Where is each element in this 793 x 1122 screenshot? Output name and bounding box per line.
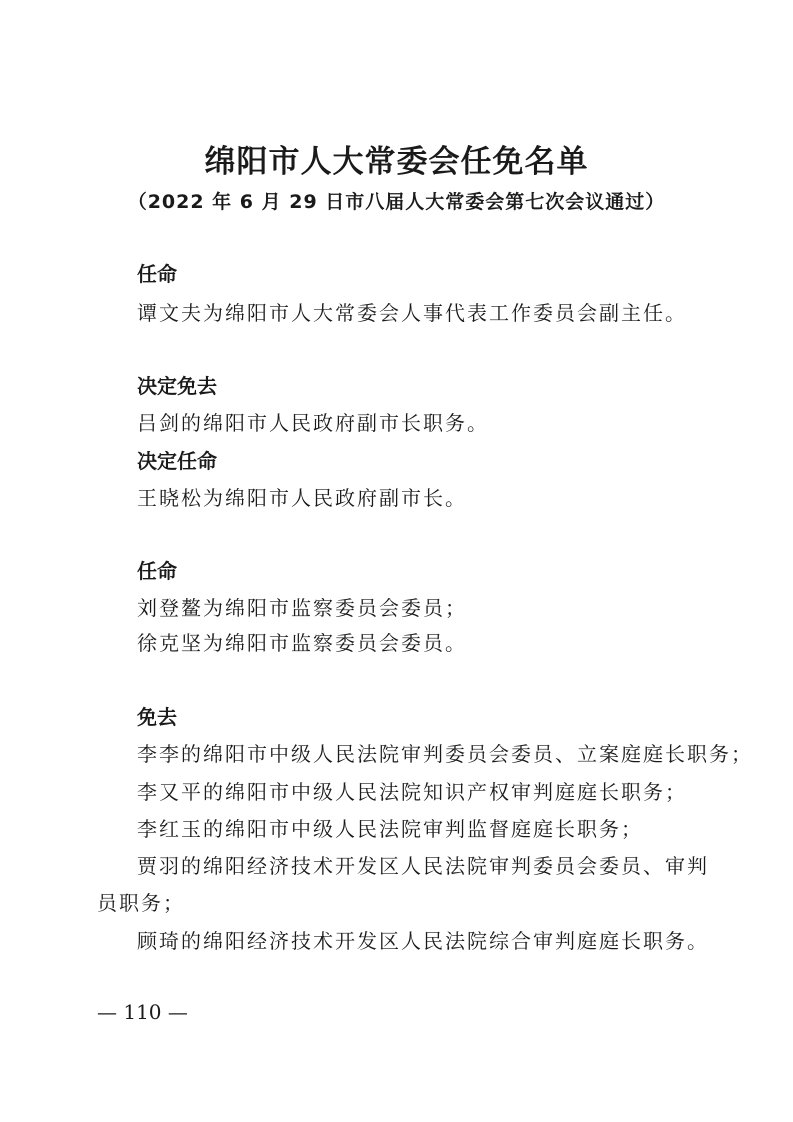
document-title: 绵阳市人大常委会任免名单 bbox=[204, 144, 589, 180]
section-heading-remove: 免去 bbox=[137, 705, 177, 729]
removal-line: 贾羽的绵阳经济技术开发区人民法院审判委员会委员、审判 bbox=[137, 854, 709, 878]
appointment-line: 徐克坚为绵阳市监察委员会委员。 bbox=[137, 631, 467, 655]
section-heading-appoint-2: 任命 bbox=[137, 559, 177, 583]
section-heading-decide-appoint: 决定任命 bbox=[137, 449, 217, 473]
removal-line: 李又平的绵阳市中级人民法院知识产权审判庭庭长职务； bbox=[137, 780, 687, 804]
removal-line-continuation: 员职务； bbox=[97, 891, 185, 915]
section-heading-appoint-1: 任命 bbox=[137, 262, 177, 286]
document-subtitle: （2022 年 6 月 29 日市八届人大常委会第七次会议通过） bbox=[127, 191, 666, 213]
section-heading-decide-remove: 决定免去 bbox=[137, 374, 217, 398]
removal-line: 李李的绵阳市中级人民法院审判委员会委员、立案庭庭长职务； bbox=[137, 742, 753, 766]
appointment-line: 谭文夫为绵阳市人大常委会人事代表工作委员会副主任。 bbox=[137, 301, 687, 325]
removal-line: 吕剑的绵阳市人民政府副市长职务。 bbox=[137, 411, 489, 435]
appointment-line: 刘登鳌为绵阳市监察委员会委员； bbox=[137, 596, 467, 620]
appointment-line: 王晓松为绵阳市人民政府副市长。 bbox=[137, 486, 467, 510]
removal-line: 李红玉的绵阳市中级人民法院审判监督庭庭长职务； bbox=[137, 817, 643, 841]
page-number: — 110 — bbox=[97, 1000, 188, 1024]
removal-line: 顾琦的绵阳经济技术开发区人民法院综合审判庭庭长职务。 bbox=[137, 929, 709, 953]
